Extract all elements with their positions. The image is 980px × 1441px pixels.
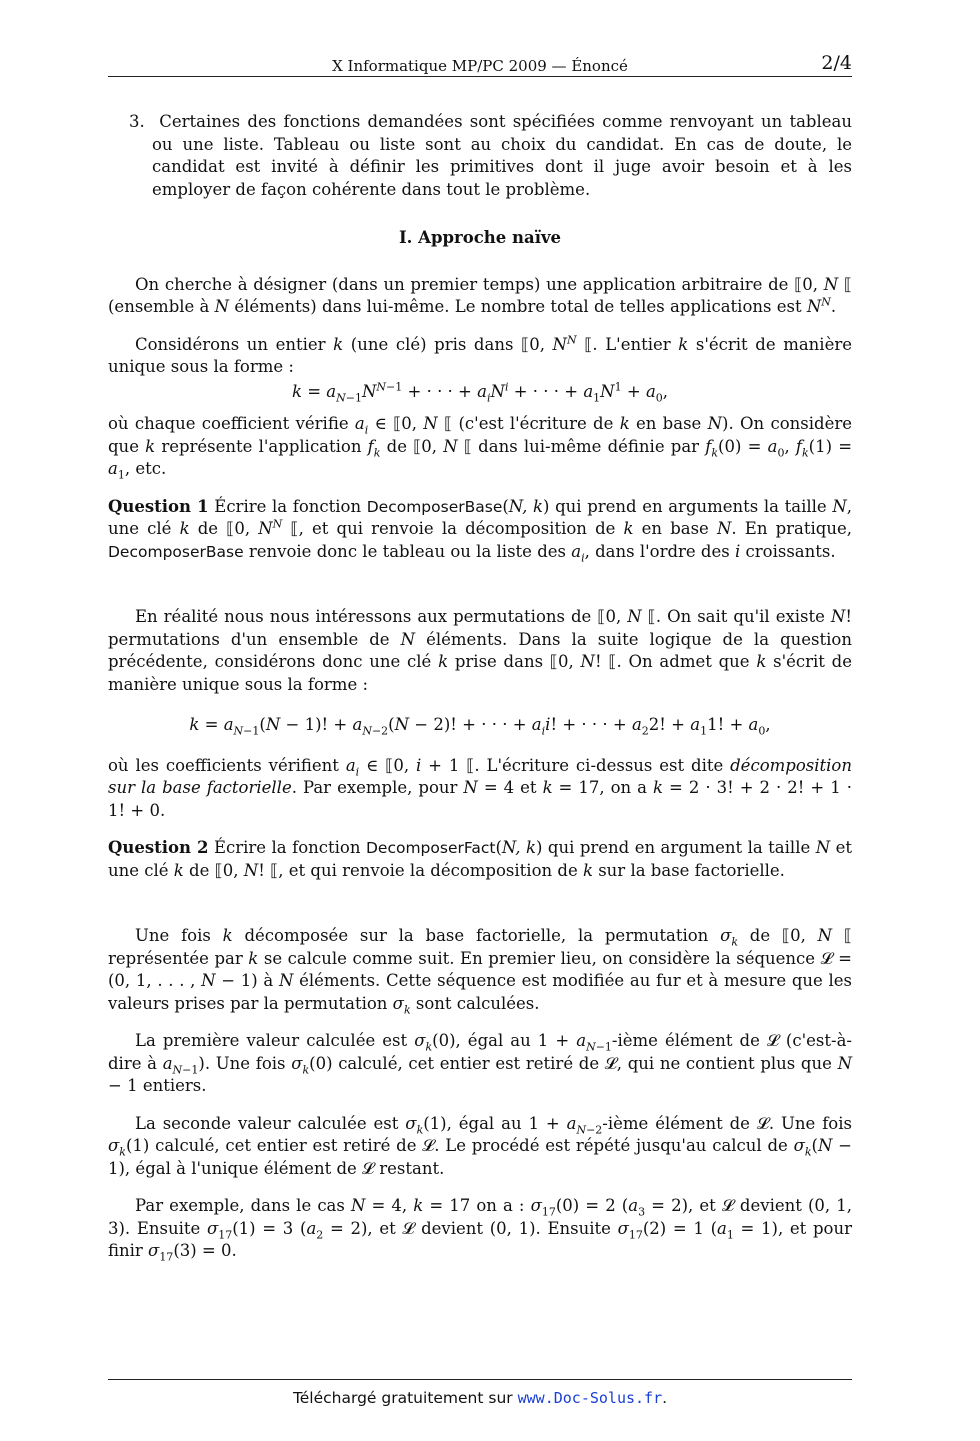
question-1: Question 1 Écrire la fonction DecomposerBase(N, k) qui prend en arguments la taille N, une clé k de ⟦0, $N^N$ ⟦, et qui renvoie la décomposition de k en base N. En pratique, DecomposerBase renvoie donc le tableau ou la liste des $a_i$, dans l'ordre des i croissants. — [108, 496, 852, 564]
section-title: I. Approche naïve — [398, 228, 562, 247]
question-label: Question 1 — [108, 496, 209, 516]
equation: $k = a_{N-1}N^{N-1}$ + · · · + $a_iN^i$ + · · · + $a_1N^1 + a_0$, — [291, 380, 669, 404]
paragraph: où les coefficients vérifient $a_i$ ∈ ⟦0, i + 1 ⟦. L'écriture ci-dessus est dite décomposition sur la base factorielle. Par exemple, pour N = 4 et k = 17, on a k = 2 · 3! + 2 · 2! + 1 · 1! + 0. — [108, 755, 852, 820]
header-title: X Informatique MP/PC 2009 — Énoncé — [332, 57, 628, 75]
paragraph: Considérons un entier k (une clé) pris dans ⟦0, $N^N$ ⟦. L'entier k s'écrit de manière unique sous la forme : — [108, 333, 852, 376]
page-content — [108, 52, 852, 1278]
paragraph: Par exemple, dans le cas N = 4, k = 17 on a : $\sigma_{17}(0) = 2$ $(a_3 = 2)$, et 𝓛 devient (0, 1, 3). Ensuite $\sigma_{17}(1) = 3$ $(a_2 = 2)$, et 𝓛 devient (0, 1). Ensuite $\sigma_{17}(2) = 1$ $(a_1 = 1)$, et pour finir $\sigma_{17}(3) = 0$. — [108, 1196, 852, 1264]
footer-end: . — [662, 1389, 668, 1407]
function-name: DecomposerBase — [108, 542, 244, 561]
page-footer — [108, 1379, 852, 1410]
paragraph: La première valeur calculée est $\sigma_k(0)$, égal au $1 + a_{N-1}$-ième élément de 𝓛 (c'est-à-dire à $a_{N-1}$). Une fois $\sigma_k(0)$ calculé, cet entier est retiré de 𝓛, qui ne contient plus que N − 1 entiers. — [108, 1031, 853, 1095]
list-item-3 — [108, 111, 852, 201]
paragraph: où chaque coefficient vérifie $a_i$ ∈ ⟦0, N ⟦ (c'est l'écriture de k en base N). On considère que k représente l'application $f_k$ de ⟦0, N ⟦ dans lui-même définie par $f_k(0) = a_0$, $f_k(1) = a_1$, etc. — [108, 414, 853, 482]
item-text: Certaines des fonctions demandées sont spécifiées comme renvoyant un tableau ou une liste. Tableau ou liste sont au choix du candidat. En cas de doute, le candidat est invité à définir les primitives dont il juge avoir besoin et à les employer de façon cohérente dans tout le problème. — [152, 112, 852, 199]
footer-link[interactable]: www.Doc-Solus.fr — [517, 1389, 663, 1407]
question-label: Question 2 — [108, 838, 209, 857]
paragraph: On cherche à désigner (dans un premier temps) une application arbitraire de ⟦0, N ⟦ (ensemble à N éléments) dans lui-même. Le nombre total de telles applications est $N^N$. — [108, 274, 853, 316]
paragraph: Une fois k décomposée sur la base factorielle, la permutation $\sigma_k$ de ⟦0, N ⟦ représentée par k se calcule comme suit. En premier lieu, on considère la séquence 𝓛 = (0, 1, . . . , N − 1) à N éléments. Cette séquence est modifiée au fur et à mesure que les valeurs prises par la permutation $\sigma_k$ sont calculées. — [108, 926, 852, 1016]
paragraph: En réalité nous nous intéressons aux permutations de ⟦0, N ⟦. On sait qu'il existe N! permutations d'un ensemble de N éléments. Dans la suite logique de la question précédente, considérons donc une clé k prise dans ⟦0, N! ⟦. On admet que k s'écrit de manière unique sous la forme : — [108, 607, 852, 694]
item-number: 3. — [129, 112, 145, 131]
footer-text: Téléchargé gratuitement sur — [292, 1389, 513, 1407]
page-header — [108, 52, 852, 77]
function-name: DecomposerFact — [365, 839, 496, 857]
page-number: 2/4 — [821, 52, 852, 74]
paragraph: La seconde valeur calculée est $\sigma_k(1)$, égal au $1 + a_{N-2}$-ième élément de 𝓛. Une fois $\sigma_k(1)$ calculé, cet entier est retiré de 𝓛. Le procédé est répété jusqu'au calcul de $\sigma_k(N - 1)$, égal à l'unique élément de 𝓛 restant. — [108, 1113, 852, 1178]
question-2: Question 2 Écrire la fonction DecomposerFact(N, k) qui prend en argument la taille N et une clé k de ⟦0, N! ⟦, et qui renvoie la décomposition de k sur la base factorielle. — [108, 838, 853, 880]
equation: $k = a_{N-1}(N - 1)$! + $a_{N-2}(N - 2)$! + · · · + $a_ii$! + · · · + $a_22$! + $a_11$! + $a_0$, — [189, 715, 771, 738]
function-name: DecomposerBase — [366, 497, 503, 516]
